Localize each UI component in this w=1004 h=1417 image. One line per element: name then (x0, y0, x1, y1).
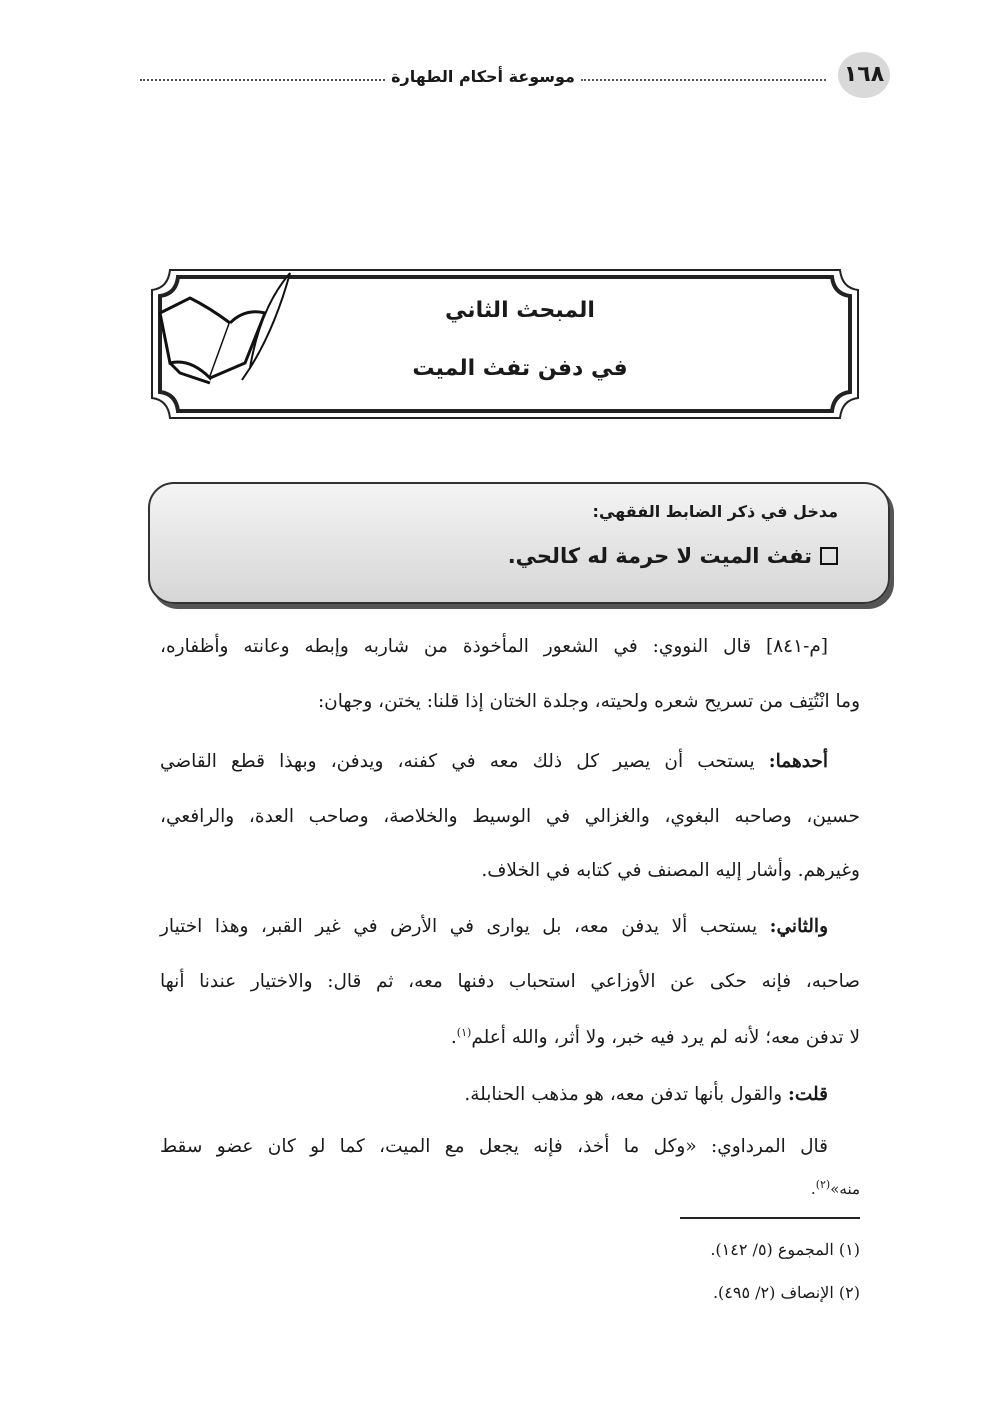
paragraph-line: صاحبه، فإنه حكى عن الأوزاعي استحباب دفنها معه، ثم قال: والاختيار عندنا أنها (160, 971, 860, 992)
page-number: ١٦٨ (838, 52, 890, 98)
line-text: يستحب ألا يدفن معه، بل يوارى في الأرض في غير القبر، وهذا اختيار (160, 916, 770, 937)
paragraph-line: [م-٨٤١] قال النووي: في الشعور المأخوذة من شاربه وإبطه وعانته وأظفاره، (160, 636, 828, 657)
label-second: والثاني: (769, 916, 828, 937)
callout-heading: مدخل في ذكر الضابط الفقهي: (592, 502, 838, 521)
page-header (140, 52, 890, 98)
section-subtitle: في دفن تفث الميت (412, 356, 628, 381)
callout-rule (508, 544, 838, 568)
line-text: لا تدفن معه؛ لأنه لم يرد فيه خبر، ولا أثر، والله أعلم (471, 1027, 860, 1049)
running-title-bar (140, 64, 826, 88)
dotted-leader (140, 79, 385, 81)
line-text: منه» (830, 1180, 860, 1198)
paragraph-line: منه»$^{(٢)}$. (810, 1178, 860, 1198)
paragraph-line: حسين، وصاحبه البغوي، والغزالي في الوسيط والخلاصة، وصاحب العدة، والرافعي، (160, 806, 860, 827)
footnote-ref[interactable]: (٢) (815, 1178, 831, 1191)
label-qult: قلت: (788, 1084, 828, 1105)
line-text: والقول بأنها تدفن معه، هو مذهب الحنابلة. (464, 1084, 789, 1105)
paragraph-line: وما انْتُتِف من تسريح شعره ولحيته، وجلدة الختان إذا قلنا: يختن، وجهان: (317, 691, 860, 712)
section-title-frame (150, 268, 860, 420)
footnote-ref[interactable]: (١) (456, 1026, 472, 1039)
footnote-2: (٢) الإنصاف (٢/ ٤٩٥). (712, 1283, 860, 1302)
paragraph-line (160, 916, 860, 937)
dotted-leader (581, 79, 826, 81)
paragraph-line (160, 751, 860, 772)
paragraph-line (160, 1084, 860, 1105)
paragraph-line: لا تدفن معه؛ لأنه لم يرد فيه خبر، ولا أثر، والله أعلم$^{(١)}$. (450, 1026, 860, 1049)
paragraph-line: قال المرداوي: «وكل ما أخذ، فإنه يجعل مع الميت، كما لو كان عضو سقط (160, 1136, 828, 1157)
running-title: موسوعة أحكام الطهارة (391, 66, 575, 86)
section-title: المبحث الثاني (445, 298, 595, 323)
rule-callout-box (148, 482, 890, 604)
paragraph-line: وغيرهم. وأشار إليه المصنف في كتابه في الخلاف. (481, 860, 860, 881)
line-text: يستحب أن يصير كل ذلك معه في كفنه، ويدفن، وبهذا قطع القاضي (160, 751, 769, 772)
book-quill-icon (150, 268, 300, 388)
footnote-1: (١) المجموع (٥/ ١٤٢). (710, 1240, 860, 1259)
footnote-separator (680, 1217, 860, 1219)
label-first: أحدهما: (768, 751, 828, 772)
checkbox-square-icon (820, 547, 838, 565)
callout-rule-text: تفث الميت لا حرمة له كالحي. (507, 544, 812, 568)
